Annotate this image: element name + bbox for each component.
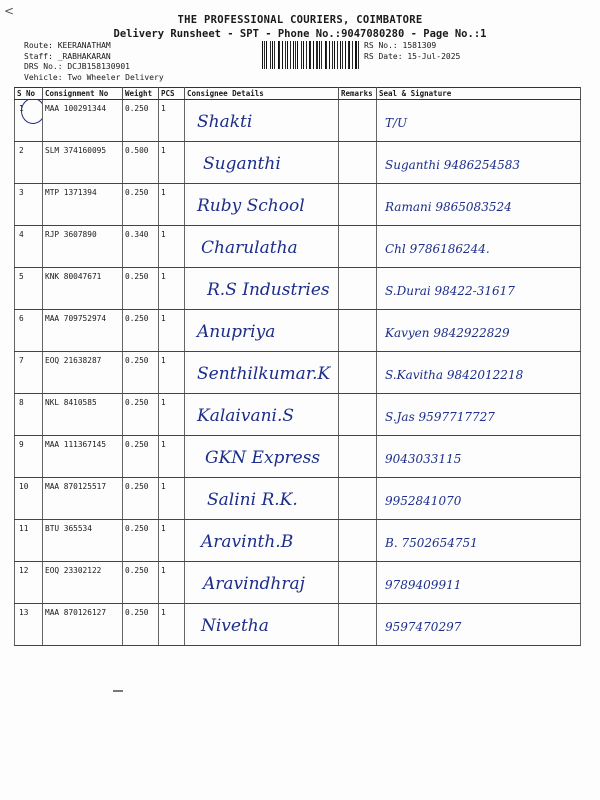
- cell-consignee: [185, 352, 339, 394]
- cell-consignment-no-text: RJP 3607890: [45, 230, 97, 239]
- cell-sno-text: 1: [19, 104, 24, 113]
- cell-weight-text: 0.250: [125, 440, 149, 449]
- cell-consignment-no-text: MTP 1371394: [45, 188, 97, 197]
- cell-sno-text: 12: [19, 566, 29, 575]
- cell-consignee: [185, 478, 339, 520]
- cell-sno-text: 13: [19, 608, 29, 617]
- handwritten-signature: 9952841070: [385, 494, 462, 508]
- cell-consignment-no: [43, 226, 123, 268]
- cell-consignment-no-text: MAA 709752974: [45, 314, 107, 323]
- col-header-consignment: Consignment No: [43, 88, 123, 100]
- cell-weight: [123, 562, 159, 604]
- stray-mark: [113, 690, 123, 692]
- handwritten-consignee-name: Kalaivani.S: [197, 406, 295, 426]
- runsheet-meta-right: [364, 41, 460, 62]
- cell-sno-text: 4: [19, 230, 24, 239]
- cell-consignment-no-text: KNK 80047671: [45, 272, 102, 281]
- cell-sno-text: 8: [19, 398, 24, 407]
- cell-remarks: [339, 478, 377, 520]
- cell-pcs: [159, 604, 185, 646]
- cell-consignment-no: [43, 562, 123, 604]
- cell-consignment-no: [43, 394, 123, 436]
- cell-seal-signature: [377, 394, 581, 436]
- cell-seal-signature: [377, 310, 581, 352]
- handwritten-consignee-name: Anupriya: [197, 322, 276, 342]
- cell-weight-text: 0.340: [125, 230, 149, 239]
- cell-pcs: [159, 268, 185, 310]
- cell-consignment-no-text: MAA 111367145: [45, 440, 107, 449]
- cell-weight: [123, 310, 159, 352]
- table-row: [15, 478, 581, 520]
- cell-consignment-no-text: MAA 100291344: [45, 104, 107, 113]
- col-header-remarks: Remarks: [339, 88, 377, 100]
- handwritten-consignee-name: R.S Industries: [207, 280, 330, 300]
- cell-remarks: [339, 562, 377, 604]
- document-subtitle: Delivery Runsheet - SPT - Phone No.:9047080280 - Page No.:1: [113, 28, 487, 40]
- cell-consignee: [185, 520, 339, 562]
- cell-remarks: [339, 352, 377, 394]
- handwritten-consignee-name: Aravinth.B: [201, 532, 294, 552]
- cell-seal-signature: [377, 436, 581, 478]
- cell-consignment-no: [43, 310, 123, 352]
- rs-number: RS No.: 1581309: [364, 41, 437, 50]
- cell-seal-signature: [377, 142, 581, 184]
- handwritten-signature: 9789409911: [385, 578, 462, 592]
- cell-weight: [123, 520, 159, 562]
- cell-consignment-no-text: MAA 870126127: [45, 608, 107, 617]
- runsheet-meta-left: [24, 41, 164, 83]
- cell-weight-text: 0.250: [125, 608, 149, 617]
- cell-remarks: [339, 268, 377, 310]
- cell-consignee: [185, 310, 339, 352]
- table-row: [15, 142, 581, 184]
- cell-consignment-no: [43, 100, 123, 142]
- handwritten-consignee-name: Suganthi: [203, 154, 281, 174]
- cell-consignee: [185, 184, 339, 226]
- cell-weight: [123, 184, 159, 226]
- table-row: [15, 100, 581, 142]
- route-label: Route: KEERANATHAM: [24, 41, 111, 50]
- handwritten-signature: S.Kavitha 9842012218: [385, 368, 524, 382]
- cell-consignment-no-text: NKL 8410585: [45, 398, 97, 407]
- cell-weight: [123, 352, 159, 394]
- table-row: [15, 520, 581, 562]
- col-header-seal: Seal & Signature: [377, 88, 581, 100]
- cell-pcs: [159, 520, 185, 562]
- handwritten-consignee-name: Ruby School: [197, 196, 305, 216]
- cell-pcs: [159, 562, 185, 604]
- handwritten-consignee-name: Salini R.K.: [207, 490, 298, 510]
- cell-pcs-text: 1: [161, 566, 166, 575]
- cell-pcs-text: 1: [161, 482, 166, 491]
- cell-weight: [123, 436, 159, 478]
- handwritten-signature: Chl 9786186244.: [385, 242, 490, 256]
- handwritten-consignee-name: Shakti: [197, 112, 253, 132]
- cell-consignee: [185, 394, 339, 436]
- cell-seal-signature: [377, 520, 581, 562]
- cell-pcs-text: 1: [161, 104, 166, 113]
- cell-weight: [123, 478, 159, 520]
- cell-pcs-text: 1: [161, 146, 166, 155]
- cell-seal-signature: [377, 604, 581, 646]
- vehicle-label: Vehicle: Two Wheeler Delivery: [24, 72, 164, 82]
- cell-sno-text: 3: [19, 188, 24, 197]
- cell-pcs-text: 1: [161, 356, 166, 365]
- table-row: [15, 436, 581, 478]
- handwritten-consignee-name: Charulatha: [201, 238, 298, 258]
- cell-seal-signature: [377, 226, 581, 268]
- table-row: [15, 184, 581, 226]
- cell-remarks: [339, 604, 377, 646]
- cell-seal-signature: [377, 268, 581, 310]
- staff-label: Staff: _RABHAKARAN: [24, 51, 111, 61]
- cell-consignee: [185, 226, 339, 268]
- cell-pcs-text: 1: [161, 188, 166, 197]
- cell-remarks: [339, 142, 377, 184]
- cell-weight-text: 0.250: [125, 104, 149, 113]
- cell-pcs: [159, 436, 185, 478]
- cell-consignee: [185, 142, 339, 184]
- cell-sno-text: 7: [19, 356, 24, 365]
- cell-pcs: [159, 352, 185, 394]
- rs-date: RS Date: 15-Jul-2025: [364, 51, 461, 61]
- cell-sno: [15, 100, 43, 142]
- cell-sno: [15, 226, 43, 268]
- cell-pcs-text: 1: [161, 230, 166, 239]
- cell-sno-text: 5: [19, 272, 24, 281]
- cell-sno: [15, 352, 43, 394]
- cell-consignee: [185, 562, 339, 604]
- cell-consignee: [185, 100, 339, 142]
- cell-sno: [15, 520, 43, 562]
- handwritten-consignee-name: GKN Express: [205, 448, 321, 468]
- cell-weight-text: 0.250: [125, 524, 149, 533]
- cell-pcs-text: 1: [161, 272, 166, 281]
- cell-weight-text: 0.500: [125, 146, 149, 155]
- cell-sno: [15, 142, 43, 184]
- table-row: [15, 394, 581, 436]
- cell-consignment-no: [43, 478, 123, 520]
- col-header-sno: S No: [15, 88, 43, 100]
- handwritten-signature: Kavyen 9842922829: [385, 326, 510, 340]
- cell-pcs: [159, 226, 185, 268]
- handwritten-signature: S.Durai 98422-31617: [385, 284, 515, 298]
- table-header-row: [15, 88, 581, 100]
- cell-consignment-no-text: SLM 374160095: [45, 146, 107, 155]
- cell-sno-text: 10: [19, 482, 29, 491]
- cell-consignment-no: [43, 604, 123, 646]
- cell-consignment-no-text: EOQ 23302122: [45, 566, 102, 575]
- handwritten-signature: B. 7502654751: [385, 536, 478, 550]
- cell-remarks: [339, 100, 377, 142]
- cell-weight-text: 0.250: [125, 188, 149, 197]
- cell-sno: [15, 394, 43, 436]
- cell-weight-text: 0.250: [125, 566, 149, 575]
- cell-consignment-no-text: EOQ 21638287: [45, 356, 102, 365]
- cell-pcs: [159, 142, 185, 184]
- table-row: [15, 268, 581, 310]
- cell-consignment-no: [43, 436, 123, 478]
- drs-number: DRS No.: DCJB158130901: [24, 62, 130, 71]
- cell-seal-signature: [377, 100, 581, 142]
- cell-pcs: [159, 100, 185, 142]
- handwritten-consignee-name: Nivetha: [201, 616, 269, 636]
- cell-consignee: [185, 268, 339, 310]
- cell-sno: [15, 268, 43, 310]
- circled-mark: [21, 100, 43, 125]
- cell-sno: [15, 604, 43, 646]
- cell-sno: [15, 310, 43, 352]
- cell-weight-text: 0.250: [125, 356, 149, 365]
- barcode-image: [262, 41, 360, 69]
- cell-sno-text: 9: [19, 440, 24, 449]
- table-row: [15, 604, 581, 646]
- corner-tick-mark: <: [4, 4, 15, 18]
- cell-weight: [123, 268, 159, 310]
- delivery-table: [14, 87, 581, 646]
- cell-weight: [123, 226, 159, 268]
- cell-weight-text: 0.250: [125, 482, 149, 491]
- cell-weight: [123, 604, 159, 646]
- cell-remarks: [339, 226, 377, 268]
- cell-pcs-text: 1: [161, 608, 166, 617]
- cell-consignment-no: [43, 352, 123, 394]
- cell-sno: [15, 184, 43, 226]
- cell-consignment-no: [43, 184, 123, 226]
- cell-weight: [123, 394, 159, 436]
- cell-sno: [15, 478, 43, 520]
- cell-remarks: [339, 520, 377, 562]
- cell-weight: [123, 142, 159, 184]
- cell-pcs-text: 1: [161, 398, 166, 407]
- handwritten-consignee-name: Aravindhraj: [203, 574, 305, 594]
- table-row: [15, 226, 581, 268]
- cell-pcs-text: 1: [161, 524, 166, 533]
- cell-pcs: [159, 184, 185, 226]
- cell-consignment-no-text: BTU 365534: [45, 524, 92, 533]
- table-row: [15, 310, 581, 352]
- handwritten-consignee-name: Senthilkumar.K: [197, 364, 331, 384]
- cell-consignment-no-text: MAA 870125517: [45, 482, 107, 491]
- handwritten-signature: S.Jas 9597717727: [385, 410, 495, 424]
- col-header-consignee: Consignee Details: [185, 88, 339, 100]
- cell-remarks: [339, 184, 377, 226]
- cell-sno-text: 2: [19, 146, 24, 155]
- col-header-weight: Weight: [123, 88, 159, 100]
- cell-pcs-text: 1: [161, 314, 166, 323]
- cell-remarks: [339, 436, 377, 478]
- cell-consignee: [185, 436, 339, 478]
- cell-consignee: [185, 604, 339, 646]
- cell-weight-text: 0.250: [125, 314, 149, 323]
- handwritten-signature: 9597470297: [385, 620, 462, 634]
- handwritten-signature: T/U: [385, 116, 408, 130]
- cell-pcs-text: 1: [161, 440, 166, 449]
- handwritten-signature: Suganthi 9486254583: [385, 158, 521, 172]
- handwritten-signature: Ramani 9865083524: [385, 200, 512, 214]
- cell-pcs: [159, 310, 185, 352]
- document-title: THE PROFESSIONAL COURIERS, COIMBATORE: [177, 14, 423, 26]
- handwritten-signature: 9043033115: [385, 452, 462, 466]
- cell-sno-text: 6: [19, 314, 24, 323]
- cell-weight: [123, 100, 159, 142]
- cell-consignment-no: [43, 142, 123, 184]
- cell-remarks: [339, 394, 377, 436]
- cell-pcs: [159, 394, 185, 436]
- cell-consignment-no: [43, 520, 123, 562]
- col-header-pcs: PCS: [159, 88, 185, 100]
- cell-pcs: [159, 478, 185, 520]
- cell-seal-signature: [377, 478, 581, 520]
- cell-consignment-no: [43, 268, 123, 310]
- cell-weight-text: 0.250: [125, 272, 149, 281]
- cell-sno: [15, 562, 43, 604]
- cell-seal-signature: [377, 562, 581, 604]
- cell-seal-signature: [377, 352, 581, 394]
- cell-sno: [15, 436, 43, 478]
- cell-seal-signature: [377, 184, 581, 226]
- cell-weight-text: 0.250: [125, 398, 149, 407]
- cell-remarks: [339, 310, 377, 352]
- table-row: [15, 352, 581, 394]
- table-row: [15, 562, 581, 604]
- cell-sno-text: 11: [19, 524, 29, 533]
